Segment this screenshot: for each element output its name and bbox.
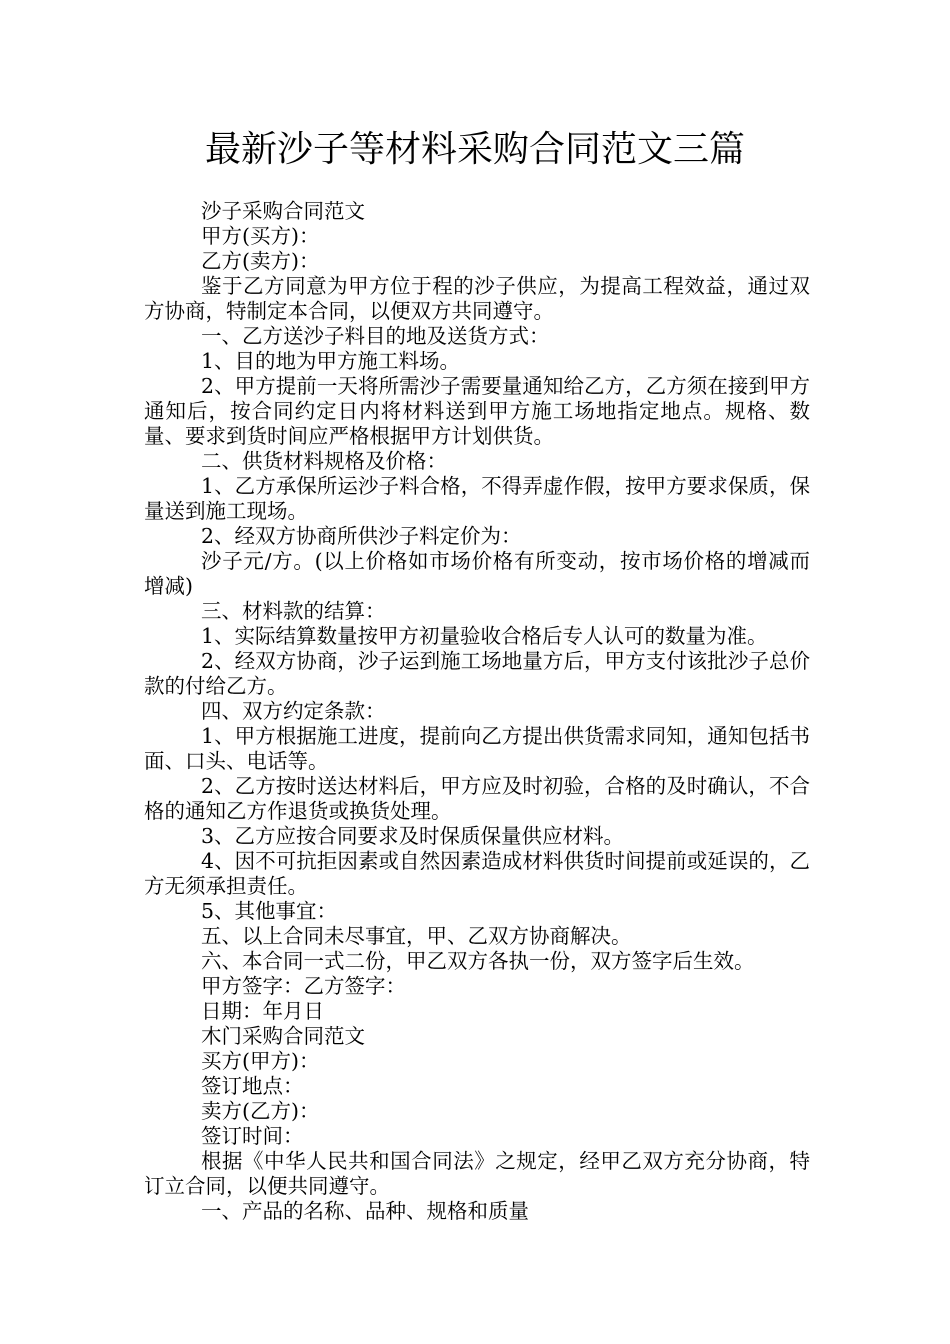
clause-heading-4: 四、双方约定条款：	[201, 699, 386, 723]
clause-item: 4、因不可抗拒因素或自然因素造成材料供货时间提前或延误的，乙方无须承担责任。	[144, 849, 810, 898]
clause-item: 2、乙方按时送达材料后，甲方应及时初验，合格的及时确认，不合格的通知乙方作退货或换货处理。	[144, 774, 810, 823]
clause-item: 2、经双方协商所供沙子料定价为：	[201, 524, 522, 548]
price-line: 沙子元/方。(以上价格如市场价格有所变动，按市场价格的增减而增减)	[144, 549, 810, 598]
clause-item: 3、乙方应按合同要求及时保质保量供应材料。	[201, 824, 625, 848]
clause-item: 2、经双方协商，沙子运到施工场地量方后，甲方支付该批沙子总价款的付给乙方。	[144, 649, 810, 698]
clause-item: 1、乙方承保所运沙子料合格，不得弄虚作假，按甲方要求保质，保量送到施工现场。	[144, 474, 810, 523]
clause-heading-6: 六、本合同一式二份，甲乙双方各执一份，双方签字后生效。	[201, 949, 755, 973]
document-title: 最新沙子等材料采购合同范文三篇	[204, 129, 745, 170]
preamble-paragraph: 鉴于乙方同意为甲方位于程的沙子供应，为提高工程效益，通过双方协商，特制定本合同，以便双方共同遵守。	[144, 274, 810, 323]
clause-heading-1: 一、乙方送沙子料目的地及送货方式：	[201, 324, 550, 348]
signature-line: 甲方签字：乙方签字：	[201, 974, 406, 998]
buyer-line: 买方(甲方)：	[201, 1049, 320, 1073]
clause-item: 1、甲方根据施工进度，提前向乙方提出供货需求同知，通知包括书面、口头、电话等。	[144, 724, 810, 773]
buyer-line: 甲方(买方)：	[201, 224, 320, 248]
clause-item: 2、甲方提前一天将所需沙子需要量通知给乙方，乙方须在接到甲方通知后，按合同约定日内将材料送到甲方施工场地指定地点。规格、数量、要求到货时间应严格根据甲方计划供货。	[144, 374, 810, 448]
clause-item: 1、目的地为甲方施工料场。	[201, 349, 461, 373]
clause-item: 5、其他事宜：	[201, 899, 338, 923]
document-body	[144, 199, 810, 1224]
clause-heading-1: 一、产品的名称、品种、规格和质量	[201, 1199, 529, 1223]
preamble-paragraph: 根据《中华人民共和国合同法》之规定，经甲乙双方充分协商，特订立合同，以便共同遵守。	[144, 1149, 810, 1198]
clause-heading-3: 三、材料款的结算：	[201, 599, 386, 623]
clause-heading-2: 二、供货材料规格及价格：	[201, 449, 447, 473]
section-heading-door-contract: 木门采购合同范文	[201, 1024, 365, 1048]
signing-place-line: 签订地点：	[201, 1074, 304, 1098]
date-line: 日期：年月日	[201, 999, 324, 1023]
signing-time-line: 签订时间：	[201, 1124, 304, 1148]
seller-line: 卖方(乙方)：	[201, 1099, 320, 1123]
seller-line: 乙方(卖方)：	[201, 249, 320, 273]
section-heading-sand-contract: 沙子采购合同范文	[201, 199, 365, 223]
clause-heading-5: 五、以上合同未尽事宜，甲、乙双方协商解决。	[201, 924, 632, 948]
clause-item: 1、实际结算数量按甲方初量验收合格后专人认可的数量为准。	[201, 624, 768, 648]
